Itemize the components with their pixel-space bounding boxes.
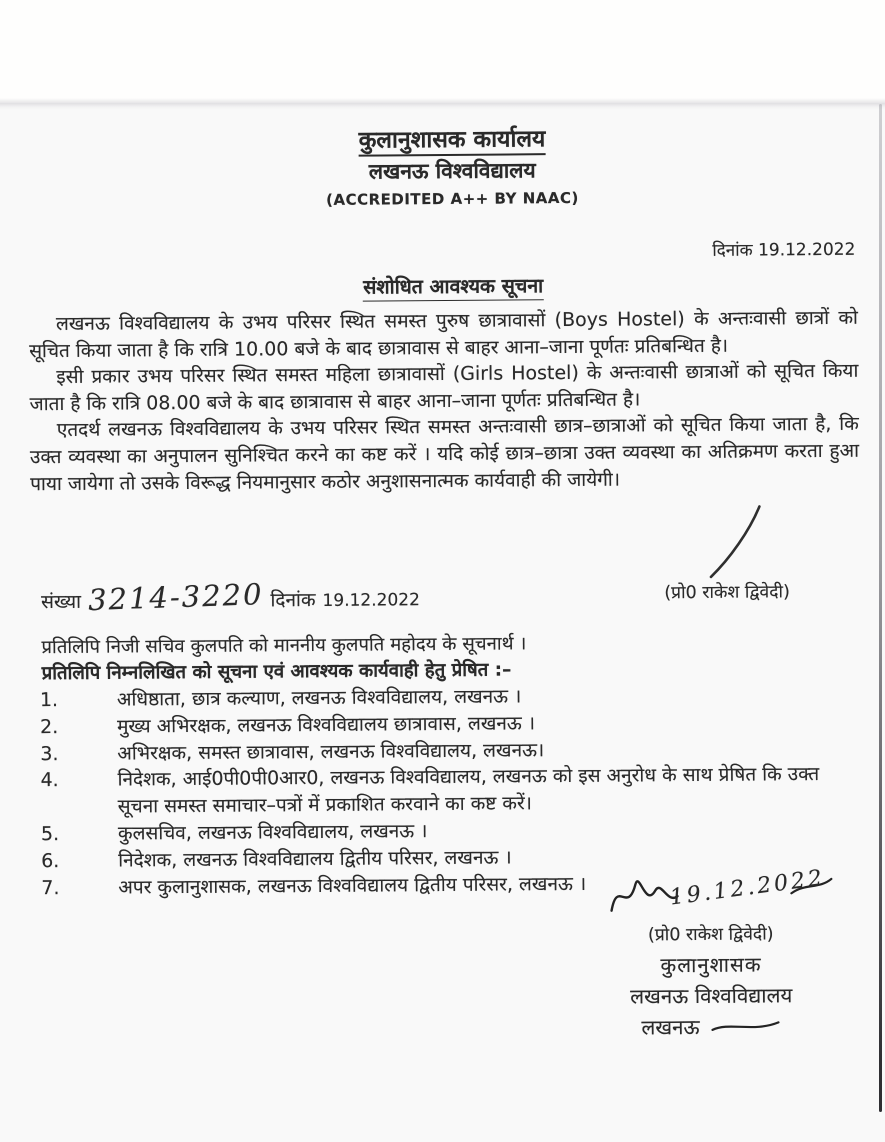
pen-flourish-icon (709, 1018, 781, 1035)
paragraph-boys-hostel: लखनऊ विश्वविद्यालय के उभय परिसर स्थित समस्त पुरुष छात्रावासों (Boys Hostel) के अन्तःवासी छात्रों को सूचित किया जाता है कि रात्रि 10.00 बजे के बाद छात्रावास से बाहर आना–जाना पूर्णतः प्रतिबन्धित है। (29, 306, 859, 362)
signatory-organization: लखनऊ विश्वविद्यालय (630, 983, 793, 1009)
recipient-number: 6. (41, 849, 60, 872)
recipient-text: निदेशक, आई0पी0पी0आर0, लखनऊ विश्वविद्यालय, लखनऊ को इस अनुरोध के साथ प्रेषित कि उक्त सूचना समस्त समाचार–पत्रों में प्रकाशित करवाने का कष्ट करें। (117, 763, 820, 818)
signatory-city: लखनऊ (641, 1014, 700, 1040)
signatory-city-row (584, 1012, 838, 1042)
signatory-designation: कुलानुशासक (660, 952, 762, 978)
signatory-name-top: (प्रो0 राकेश द्विवेदी) (664, 582, 790, 604)
recipient-text: अधिष्ठाता, छात्र कल्याण, लखनऊ विश्वविद्यालय, लखनऊ । (116, 685, 522, 711)
ref-date-value: 19.12.2022 (322, 590, 420, 611)
signatory-name-bottom: (प्रो0 राकेश द्विवेदी) (647, 924, 774, 946)
reference-number-line (41, 577, 420, 618)
signature-block-bottom (583, 865, 838, 1042)
recipient-number: 3. (40, 742, 59, 765)
recipient-text: निदेशक, लखनऊ विश्वविद्यालय द्वितीय परिसर, लखनऊ । (118, 846, 512, 872)
notice-body (29, 305, 859, 498)
signature-stroke (697, 502, 768, 583)
recipient-number: 1. (39, 689, 59, 712)
recipient-number: 5. (40, 823, 60, 846)
ref-date-label: दिनांक (270, 589, 316, 612)
ref-number-label: संख्या (41, 590, 82, 614)
notice-title (0, 269, 884, 303)
ref-number-handwritten: 3214-3220 (87, 577, 264, 618)
recipient-text: अपर कुलानुशासक, लखनऊ विश्वविद्यालय द्वितीय परिसर, लखनऊ । (118, 872, 587, 899)
notice-title-text: संशोधित आवश्यक सूचना (363, 274, 543, 301)
copy-line-forwarded: प्रतिलिपि निम्नलिखित को सूचना एवं आवश्यक कार्यवाही हेतु प्रेषित :– (41, 659, 512, 685)
date-value: 19.12.2022 (757, 239, 856, 261)
recipients-list (40, 681, 841, 902)
recipient-row (40, 761, 839, 821)
recipient-text: कुलसचिव, लखनऊ विश्वविद्यालय, लखनऊ । (117, 820, 428, 845)
copy-line-vc-secretary: प्रतिलिपि निजी सचिव कुलपति को माननीय कुलपति महोदय के सूचनार्थ । (41, 633, 527, 659)
recipient-text: मुख्य अभिरक्षक, लखनऊ विश्वविद्यालय छात्रावास, लखनऊ । (117, 712, 536, 738)
paragraph-warning: एतदर्थ लखनऊ विश्वविद्यालय के उभय परिसर स्थित समस्त अन्तःवासी छात्र–छात्राओं को सूचित किया जाता है, कि उक्त व्यवस्था का अनुपालन सुनिश्चित करने का कष्ट करें । यदि कोई छात्र–छात्रा उक्त व्यवस्था का अतिक्रमण करता हुआ पाया जायेगा तो उसके विरूद्ध नियमानुसार कठोर अनुशासनात्मक कार्यवाही की जायेगी। (29, 413, 860, 495)
office-title-text: कुलानुशासक कार्यालय (359, 126, 546, 156)
paragraph-girls-hostel: इसी प्रकार उभय परिसर स्थित समस्त महिला छात्रावासों (Girls Hostel) के अन्तःवासी छात्राओं को सूचित किया जाता है कि रात्रि 08.00 बजे के बाद छात्रावास से बाहर आना–जाना पूर्णतः प्रतिबन्धित है। (29, 359, 859, 416)
recipient-text: अभिरक्षक, समस्त छात्रावास, लखनऊ विश्वविद्यालय, लखनऊ। (117, 738, 545, 765)
date-label: दिनांक (712, 240, 753, 261)
handwritten-signature (583, 865, 837, 923)
recipient-number: 2. (40, 715, 59, 738)
recipient-number: 7. (41, 876, 60, 899)
handwritten-date: 19.12.2022 (668, 865, 827, 911)
date-line (712, 237, 855, 261)
university-name: लखनऊ विश्वविद्यालय (368, 158, 536, 184)
recipient-number: 4. (40, 769, 59, 792)
office-title (0, 119, 883, 158)
accreditation-line: (ACCREDITED A++ BY NAAC) (326, 188, 579, 209)
